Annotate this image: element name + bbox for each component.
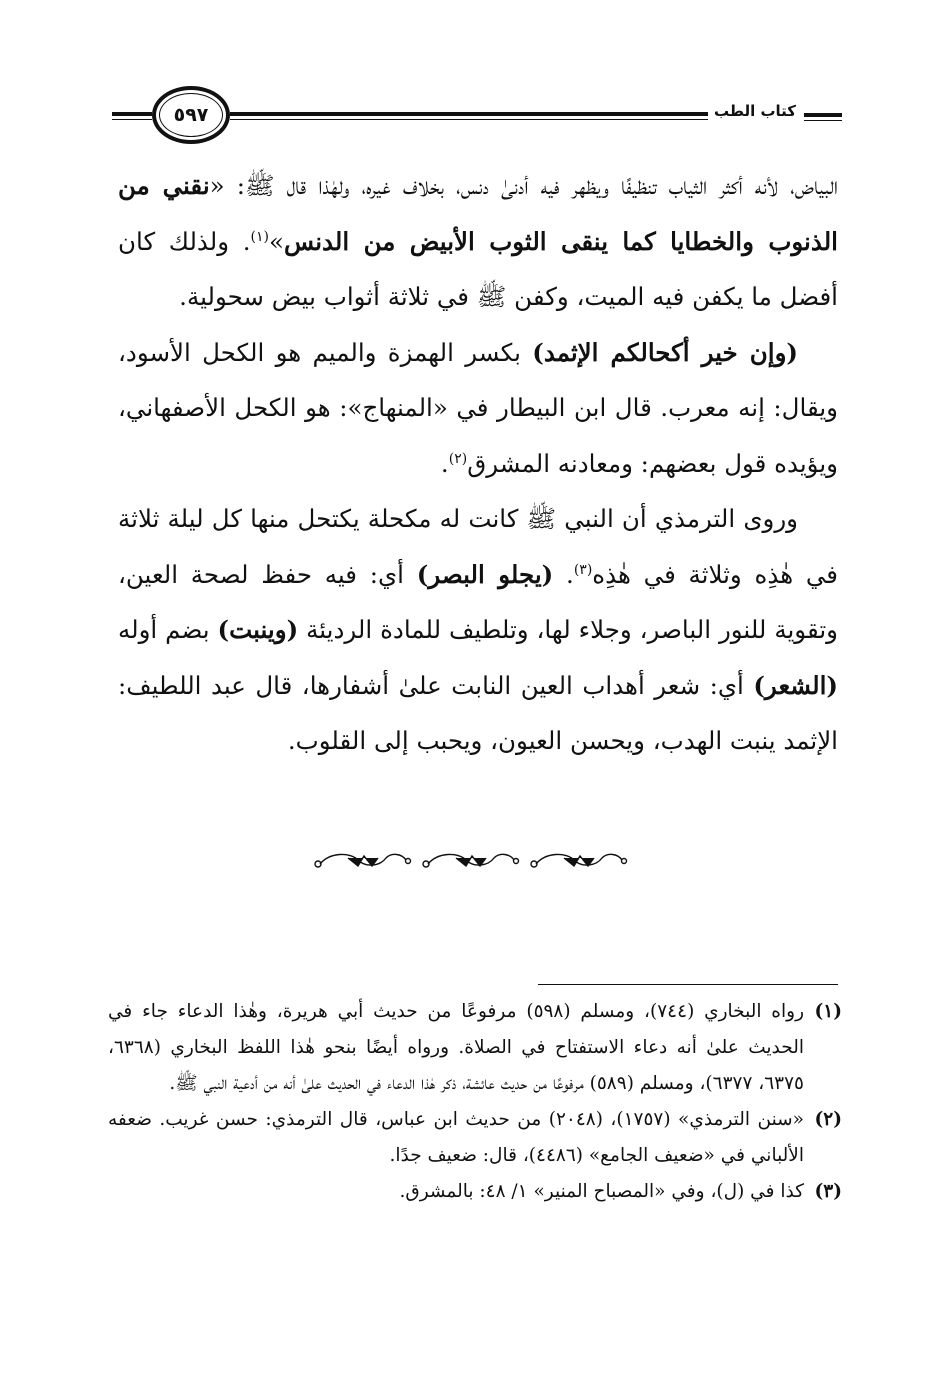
header-rule — [230, 112, 728, 120]
matn-phrase: (الشعر) — [753, 670, 838, 700]
main-text — [118, 158, 838, 769]
footnote-number: (٣) — [814, 1181, 842, 1202]
matn-phrase: (وإن خير أكحالكم الإثمد) — [532, 337, 798, 367]
header-rule — [804, 113, 842, 121]
footnote-text: «سنن الترمذي» (١٧٥٧)، (٢٠٤٨) من حديث ابن عباس، قال الترمذي: حسن غريب. ضعفه الألباني في «ضعيف الجامع» (٤٤٨٦)، قال: ضعيف جدًا. — [108, 1109, 804, 1166]
paragraph-1: البياض، لأنه أكثر الثياب تنظيفًا ويظهر فيه أدنىٰ دنس، بخلاف غيره، ولهٰذا قال ﷺ: «نقني من الذنوب والخطايا كما ينقى الثوب الأبيض من الدنس»$^{(١)}$. ولذلك كان أفضل ما يكفن فيه الميت، وكفن ﷺ في ثلاثة أثواب بيض سحولية. — [118, 171, 838, 311]
footnote-text: كذا في (ل)، وفي «المصباح المنير» ١/ ٤٨: بالمشرق. — [399, 1181, 804, 1202]
page-number-badge: ٥٩٧ — [152, 86, 230, 144]
footnotes — [108, 994, 842, 1210]
footnote-text: رواه البخاري (٧٤٤)، ومسلم (٥٩٨) مرفوعًا من حديث أبي هريرة، وهٰذا الدعاء جاء في الحديث علىٰ أنه دعاء الاستفتاح في الصلاة. ورواه أيضًا بنحو هٰذا اللفظ البخاري (٦٣٦٨، ٦٣٧٥، ٦٣٧٧)، ومسلم (٥٨٩) مرفوعًا من حديث عائشة، ذكر هٰذا الدعاء في الحديث علىٰ أنه من أدعية النبي ﷺ. — [108, 1001, 805, 1094]
matn-phrase: (وينبت) — [217, 615, 299, 644]
paragraph-3: وروى الترمذي أن النبي ﷺ كانت له مكحلة يكتحل منها كل ليلة ثلاثة في هٰذِه وثلاثة في هٰذِه$^{(٣)}$. (يجلو البصر) أي: فيه حفظ لصحة العين، وتقوية للنور الباصر، وجلاء لها، وتلطيف للمادة الرديئة (وينبت) بضم أوله (الشعر) أي: شعر أهداب العين النابت علىٰ أشفارها، قال عبد اللطيف: الإثمد ينبت الهدب، ويحسن العيون، ويحبب إلى القلوب. — [118, 504, 839, 755]
footnote-number: (١) — [814, 1001, 842, 1022]
footnote-number: (٢) — [814, 1109, 842, 1130]
page-header — [112, 86, 842, 148]
matn-phrase: (يجلو البصر) — [416, 559, 554, 589]
footnote-separator — [538, 984, 838, 985]
header-rule — [112, 112, 152, 120]
footnote-ref-3: (٣) — [573, 561, 593, 578]
footnote-ref-2: (٢) — [448, 450, 468, 467]
running-title: كتاب الطب — [708, 102, 802, 120]
footnote-item — [108, 1102, 842, 1174]
paragraph-2: (وإن خير أكحالكم الإثمد) بكسر الهمزة والميم هو الكحل الأسود، ويقال: إنه معرب. قال ابن البيطار في «المنهاج»: هو الكحل الأصفهاني، ويؤيده قول بعضهم: ومعادنه المشرق$^{(٢)}$. — [118, 337, 838, 478]
section-divider-ornament-icon — [310, 846, 630, 872]
hadith-quote: نقني من الذنوب والخطايا كما ينقى الثوب الأبيض من الدنس — [118, 171, 838, 256]
footnote-item — [108, 1174, 842, 1210]
footnote-ref-1: (١) — [250, 228, 269, 245]
footnote-item — [108, 994, 842, 1102]
